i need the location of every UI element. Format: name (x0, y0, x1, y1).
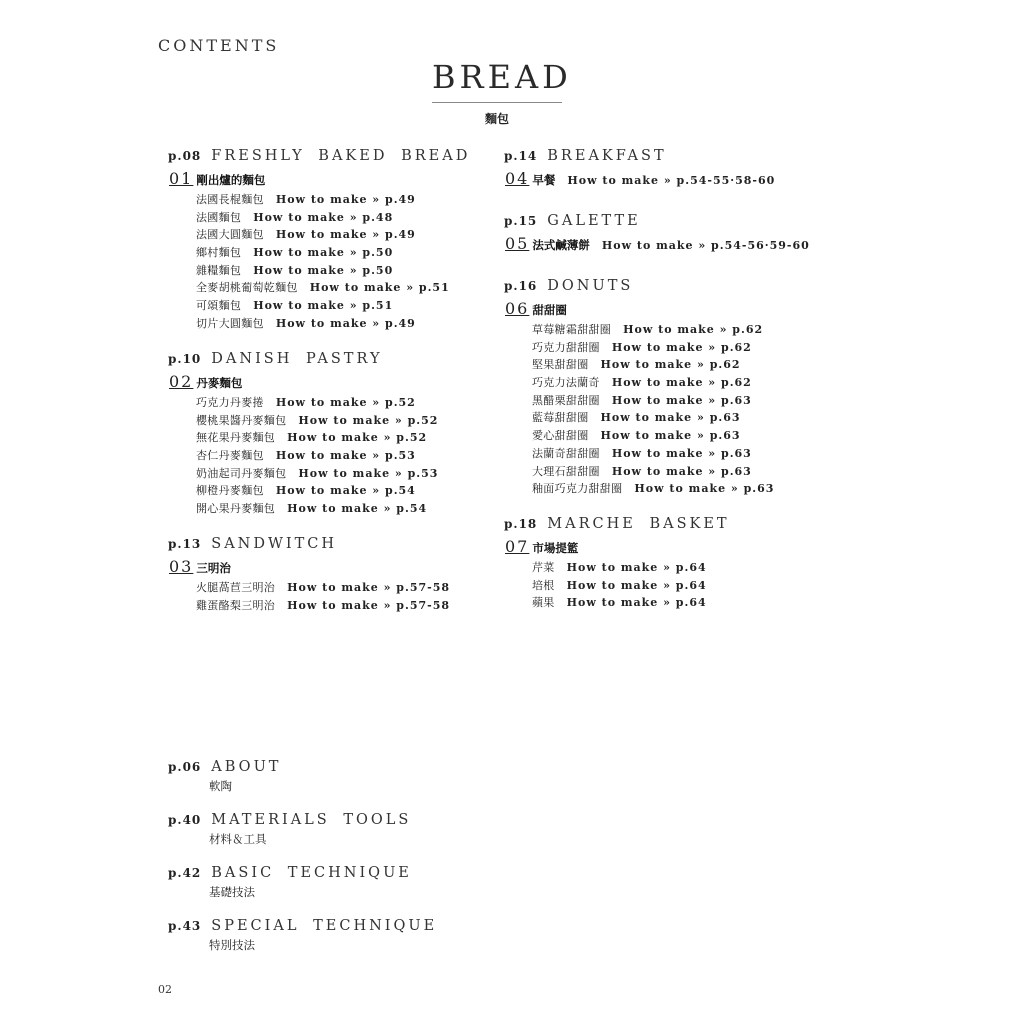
item-name: 法蘭奇甜甜圈 (532, 446, 600, 460)
how-to-make-link[interactable]: How to make » p.49 (275, 316, 416, 330)
list-item (196, 226, 470, 244)
how-to-make-link[interactable]: How to make » p.62 (611, 376, 752, 390)
section-page-ref: p.42 (168, 866, 202, 880)
toc-entry-basic-technique[interactable] (168, 861, 412, 901)
section-page-ref: p.15 (504, 214, 538, 228)
how-to-make-link[interactable]: How to make » p.53 (298, 466, 439, 480)
how-to-make-link[interactable]: How to make » p.63 (634, 482, 775, 496)
section-name: 早餐 (532, 173, 556, 187)
item-name: 芹菜 (532, 561, 555, 574)
page-number: 02 (158, 983, 172, 996)
how-to-make-link[interactable]: How to make » p.63 (600, 429, 741, 443)
list-item (532, 339, 774, 357)
list-item (532, 427, 774, 445)
section-title: SPECIAL TECHNIQUE (211, 918, 438, 934)
item-name: 杏仁丹麥麵包 (196, 449, 264, 463)
section-number: 05 (505, 234, 530, 253)
how-to-make-link[interactable]: How to make » p.54 (287, 502, 428, 516)
how-to-make-link[interactable]: How to make » p.57-58 (287, 598, 451, 612)
section-name: 剛出爐的麵包 (196, 173, 266, 187)
item-name: 草莓糖霜甜甜圈 (532, 323, 612, 336)
section-title: ABOUT (211, 759, 282, 775)
how-to-make-link[interactable]: How to make » p.54 (275, 484, 416, 498)
section-title: DONUTS (547, 278, 634, 294)
list-item (196, 209, 470, 227)
list-item (196, 579, 450, 597)
how-to-make-link[interactable]: How to make » p.50 (253, 263, 394, 277)
section-subtitle: 基礎技法 (209, 885, 255, 899)
toc-entry-materials-tools[interactable] (168, 808, 411, 848)
how-to-make-link[interactable]: How to make » p.62 (623, 323, 764, 336)
list-item (196, 429, 438, 447)
item-name: 堅果甜甜圈 (532, 358, 589, 372)
section-title: BASIC TECHNIQUE (211, 865, 412, 881)
section-number: 02 (169, 372, 194, 391)
how-to-make-link[interactable]: How to make » p.52 (287, 431, 428, 445)
list-item (196, 394, 438, 412)
toc-section-galette (504, 209, 810, 256)
how-to-make-link[interactable]: How to make » p.63 (611, 393, 752, 407)
list-item (196, 482, 438, 500)
item-name: 全麥胡桃葡萄乾麵包 (196, 281, 298, 295)
item-name: 法國大圓麵包 (196, 228, 264, 242)
page-title: BREAD (432, 58, 572, 96)
section-page-ref: p.40 (168, 813, 202, 827)
section-number: 06 (505, 299, 530, 318)
toc-entry-about[interactable] (168, 755, 281, 795)
list-item (532, 445, 774, 463)
list-item (532, 480, 774, 498)
item-name: 蘋果 (532, 596, 555, 610)
item-name: 櫻桃果醬丹麥麵包 (196, 413, 287, 427)
section-number: 04 (505, 169, 530, 188)
section-title: DANISH PASTRY (211, 351, 383, 367)
item-name: 火腿萵苣三明治 (196, 581, 276, 594)
item-name: 鄉村麵包 (196, 246, 242, 260)
how-to-make-link[interactable]: How to make » p.52 (275, 396, 416, 409)
item-name: 奶油起司丹麥麵包 (196, 466, 287, 480)
toc-section-freshly-baked-bread (168, 144, 470, 333)
list-item (196, 244, 470, 262)
section-name: 三明治 (196, 561, 231, 575)
list-item (196, 447, 438, 465)
item-name: 切片大圓麵包 (196, 316, 264, 330)
list-item (196, 412, 438, 430)
item-name: 巧克力丹麥捲 (196, 396, 264, 409)
list-item (532, 409, 774, 427)
contents-label: CONTENTS (158, 36, 280, 55)
how-to-make-link[interactable]: How to make » p.53 (275, 449, 416, 463)
list-item (196, 297, 470, 315)
list-item (196, 597, 450, 615)
item-name: 巧克力法蘭奇 (532, 376, 600, 390)
how-to-make-link[interactable]: How to make » p.51 (253, 299, 394, 313)
section-number: 03 (169, 557, 194, 576)
list-item (532, 594, 730, 612)
section-page-ref: p.16 (504, 279, 538, 293)
item-name: 柳橙丹麥麵包 (196, 484, 264, 498)
item-name: 釉面巧克力甜甜圈 (532, 482, 623, 496)
how-to-make-link[interactable]: How to make » p.63 (611, 446, 752, 460)
section-page-ref: p.14 (504, 149, 538, 163)
list-item (532, 463, 774, 481)
how-to-make-link[interactable]: How to make » p.63 (611, 464, 752, 478)
section-name: 法式鹹薄餅 (532, 238, 590, 252)
list-item (532, 321, 774, 339)
toc-section-breakfast (504, 144, 775, 191)
how-to-make-link[interactable]: How to make » p.54-55·58-60 (567, 174, 776, 187)
how-to-make-link[interactable]: How to make » p.64 (566, 578, 707, 592)
how-to-make-link[interactable]: How to make » p.50 (253, 246, 394, 260)
item-name: 培根 (532, 578, 555, 592)
list-item (196, 315, 470, 333)
section-page-ref: p.13 (168, 537, 202, 551)
list-item (196, 262, 470, 280)
item-name: 可頌麵包 (196, 299, 242, 313)
section-title: GALETTE (547, 213, 641, 229)
item-name: 法國長棍麵包 (196, 193, 264, 206)
toc-section-marche-basket (504, 512, 730, 612)
section-page-ref: p.06 (168, 760, 202, 774)
section-subtitle: 材料＆工具 (209, 832, 267, 846)
section-title: BREAKFAST (547, 148, 667, 164)
section-page-ref: p.43 (168, 919, 202, 933)
how-to-make-link[interactable]: How to make » p.54-56·59-60 (601, 239, 810, 252)
item-name: 愛心甜甜圈 (532, 429, 589, 443)
how-to-make-link[interactable]: How to make » p.51 (309, 281, 450, 295)
section-page-ref: p.10 (168, 352, 202, 366)
section-name: 市場提籃 (532, 541, 579, 555)
how-to-make-link[interactable]: How to make » p.64 (566, 596, 707, 610)
section-subtitle: 軟陶 (209, 779, 232, 793)
item-name: 法國麵包 (196, 210, 242, 224)
section-number: 07 (505, 537, 530, 556)
item-name: 無花果丹麥麵包 (196, 431, 276, 445)
list-item (196, 465, 438, 483)
how-to-make-link[interactable]: How to make » p.64 (566, 561, 707, 574)
how-to-make-link[interactable]: How to make » p.52 (298, 413, 439, 427)
item-name: 黑醋栗甜甜圈 (532, 393, 600, 407)
how-to-make-link[interactable]: How to make » p.48 (253, 210, 394, 224)
how-to-make-link[interactable]: How to make » p.63 (600, 411, 741, 425)
how-to-make-link[interactable]: How to make » p.62 (600, 358, 741, 372)
title-divider (432, 102, 562, 103)
section-title: MARCHE BASKET (547, 516, 730, 532)
list-item (532, 374, 774, 392)
list-item (196, 500, 438, 518)
toc-section-donuts (504, 274, 774, 498)
section-number: 01 (169, 169, 194, 188)
how-to-make-link[interactable]: How to make » p.49 (275, 193, 416, 206)
section-page-ref: p.08 (168, 149, 202, 163)
item-name: 大理石甜甜圈 (532, 464, 600, 478)
item-name: 藍莓甜甜圈 (532, 411, 589, 425)
list-item (196, 279, 470, 297)
item-name: 雞蛋酪梨三明治 (196, 598, 276, 612)
item-name: 開心果丹麥麵包 (196, 502, 276, 516)
how-to-make-link[interactable]: How to make » p.62 (611, 340, 752, 354)
toc-entry-special-technique[interactable] (168, 914, 437, 954)
item-name: 雜糧麵包 (196, 263, 242, 277)
list-item (532, 577, 730, 595)
list-item (532, 356, 774, 374)
section-title: MATERIALS TOOLS (211, 812, 412, 828)
list-item (196, 191, 470, 209)
section-title: SANDWITCH (211, 536, 338, 552)
section-name: 丹麥麵包 (196, 376, 243, 390)
list-item (532, 392, 774, 410)
section-subtitle: 特別技法 (209, 938, 255, 952)
list-item (532, 559, 730, 577)
section-page-ref: p.18 (504, 517, 538, 531)
how-to-make-link[interactable]: How to make » p.49 (275, 228, 416, 242)
section-name: 甜甜圈 (532, 303, 567, 317)
toc-section-danish-pastry (168, 347, 438, 518)
section-title: FRESHLY BAKED BREAD (211, 148, 471, 164)
how-to-make-link[interactable]: How to make » p.57-58 (287, 581, 451, 594)
toc-section-sandwitch (168, 532, 450, 614)
item-name: 巧克力甜甜圈 (532, 340, 600, 354)
page-subtitle: 麵包 (484, 112, 509, 126)
